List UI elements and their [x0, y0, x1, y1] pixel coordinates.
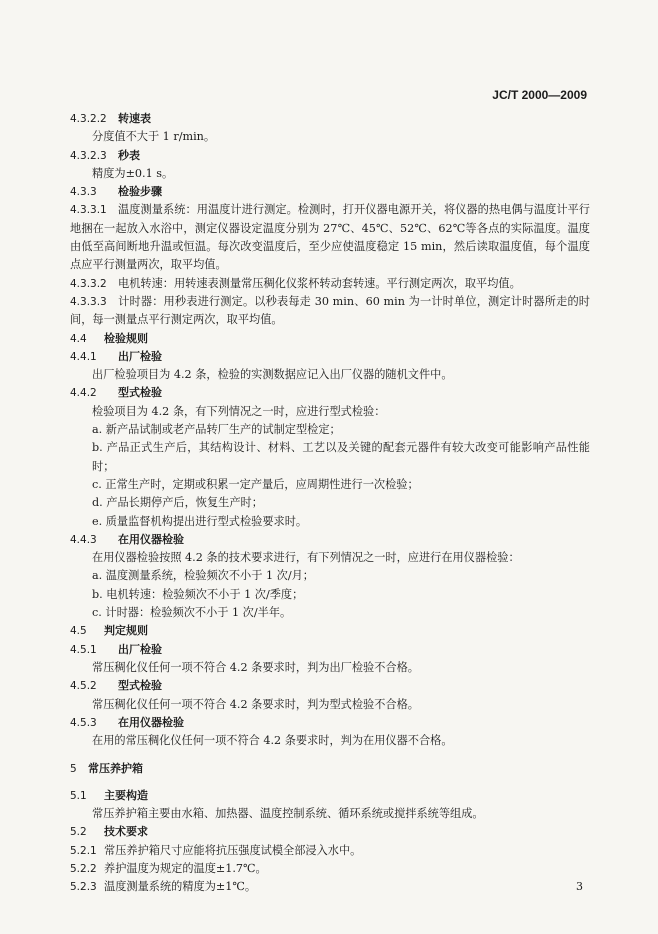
paragraph-4-4-3: 在用仪器检验按照 4.2 条的技术要求进行，有下列情况之一时，应进行在用仪器检验：: [92, 551, 520, 565]
list-item-4-4-2-b: b. 产品正式生产后，其结构设计、材料、工艺以及关键的配套元器件有较大改变可能影响产品性能时；: [92, 441, 590, 473]
heading-5-1: 5.1 主要构造: [70, 788, 148, 802]
paragraph-5-2-2: 5.2.2 养护温度为规定的温度±1.7℃。: [70, 861, 267, 875]
paragraph-5-2-1: 5.2.1 常压养护箱尺寸应能将抗压强度试模全部浸入水中。: [70, 843, 362, 857]
paragraph-4-5-3: 在用的常压稠化仪任何一项不符合 4.2 条要求时，判为在用仪器不合格。: [92, 734, 453, 748]
heading-4-5-3: 4.5.3 在用仪器检验: [70, 715, 184, 729]
list-item-4-4-2-d: d. 产品长期停产后，恢复生产时；: [92, 496, 263, 510]
paragraph-4-3-3-1: 4.3.3.1 温度测量系统：用温度计进行测定。检测时，打开仪器电源开关，将仪器的热电偶与温度计平行地捆在一起放入水浴中，测定仪器设定温度分别为 27℃、45℃、52℃、62℃等各点的实际温度。温度由低至高间断地升温或恒温。每次改变温度后，至少应使温度稳定 15 min，然后读取温度值，每个温度点应平行测量两次，取平均值。: [70, 203, 590, 272]
paragraph-4-3-2-3: 精度为±0.1 s。: [92, 166, 174, 180]
list-item-4-4-2-c: c. 正常生产时，定期或积累一定产量后，应周期性进行一次检验；: [92, 477, 419, 491]
list-item-4-4-2-a: a. 新产品试制或老产品转厂生产的试制定型检定；: [92, 423, 341, 437]
heading-4-4: 4.4 检验规则: [70, 331, 148, 345]
document-code: JC/T 2000—2009: [492, 88, 587, 102]
list-item-4-4-3-c: c. 计时器：检验频次不小于 1 次/半年。: [92, 606, 292, 620]
heading-5: 5 常压养护箱: [70, 762, 143, 776]
paragraph-4-4-2: 检验项目为 4.2 条，有下列情况之一时，应进行型式检验：: [92, 404, 386, 418]
heading-5-2: 5.2 技术要求: [70, 825, 148, 839]
heading-4-4-3: 4.4.3 在用仪器检验: [70, 532, 184, 546]
page-number: 3: [576, 880, 583, 893]
heading-4-4-2: 4.4.2 型式检验: [70, 386, 162, 400]
document-body: [70, 110, 590, 896]
paragraph-5-2-3: 5.2.3 温度测量系统的精度为±1℃。: [70, 880, 257, 894]
paragraph-4-5-1: 常压稠化仪任何一项不符合 4.2 条要求时，判为出厂检验不合格。: [92, 660, 419, 674]
heading-4-5-2: 4.5.2 型式检验: [70, 679, 162, 693]
paragraph-4-5-2: 常压稠化仪任何一项不符合 4.2 条要求时，判为型式检验不合格。: [92, 697, 419, 711]
heading-4-4-1: 4.4.1 出厂检验: [70, 349, 162, 363]
list-item-4-4-3-b: b. 电机转速：检验频次不小于 1 次/季度；: [92, 587, 304, 601]
paragraph-5-1: 常压养护箱主要由水箱、加热器、温度控制系统、循环系统或搅拌系统等组成。: [92, 806, 484, 820]
heading-4-5-1: 4.5.1 出厂检验: [70, 642, 162, 656]
heading-4-3-2-3: 4.3.2.3 秒表: [70, 148, 140, 162]
paragraph-4-3-2-2: 分度值不大于 1 r/min。: [92, 130, 216, 144]
paragraph-4-4-1: 出厂检验项目为 4.2 条，检验的实测数据应记入出厂仪器的随机文件中。: [92, 368, 453, 382]
list-item-4-4-3-a: a. 温度测量系统，检验频次不小于 1 次/月；: [92, 569, 314, 583]
heading-4-3-3: 4.3.3 检验步骤: [70, 185, 162, 199]
paragraph-4-3-3-2: 4.3.3.2 电机转速：用转速表测量常压稠化仪浆杯转动套转速。平行测定两次，取平均值。: [70, 276, 521, 290]
heading-4-5: 4.5 判定规则: [70, 624, 148, 638]
paragraph-4-3-3-3: 4.3.3.3 计时器：用秒表进行测定。以秒表每走 30 min、60 min 为一计时单位，测定计时器所走的时间，每一测量点平行测定两次，取平均值。: [70, 294, 590, 327]
list-item-4-4-2-e: e. 质量监督机构提出进行型式检验要求时。: [92, 514, 308, 528]
heading-4-3-2-2: 4.3.2.2 转速表: [70, 112, 151, 125]
